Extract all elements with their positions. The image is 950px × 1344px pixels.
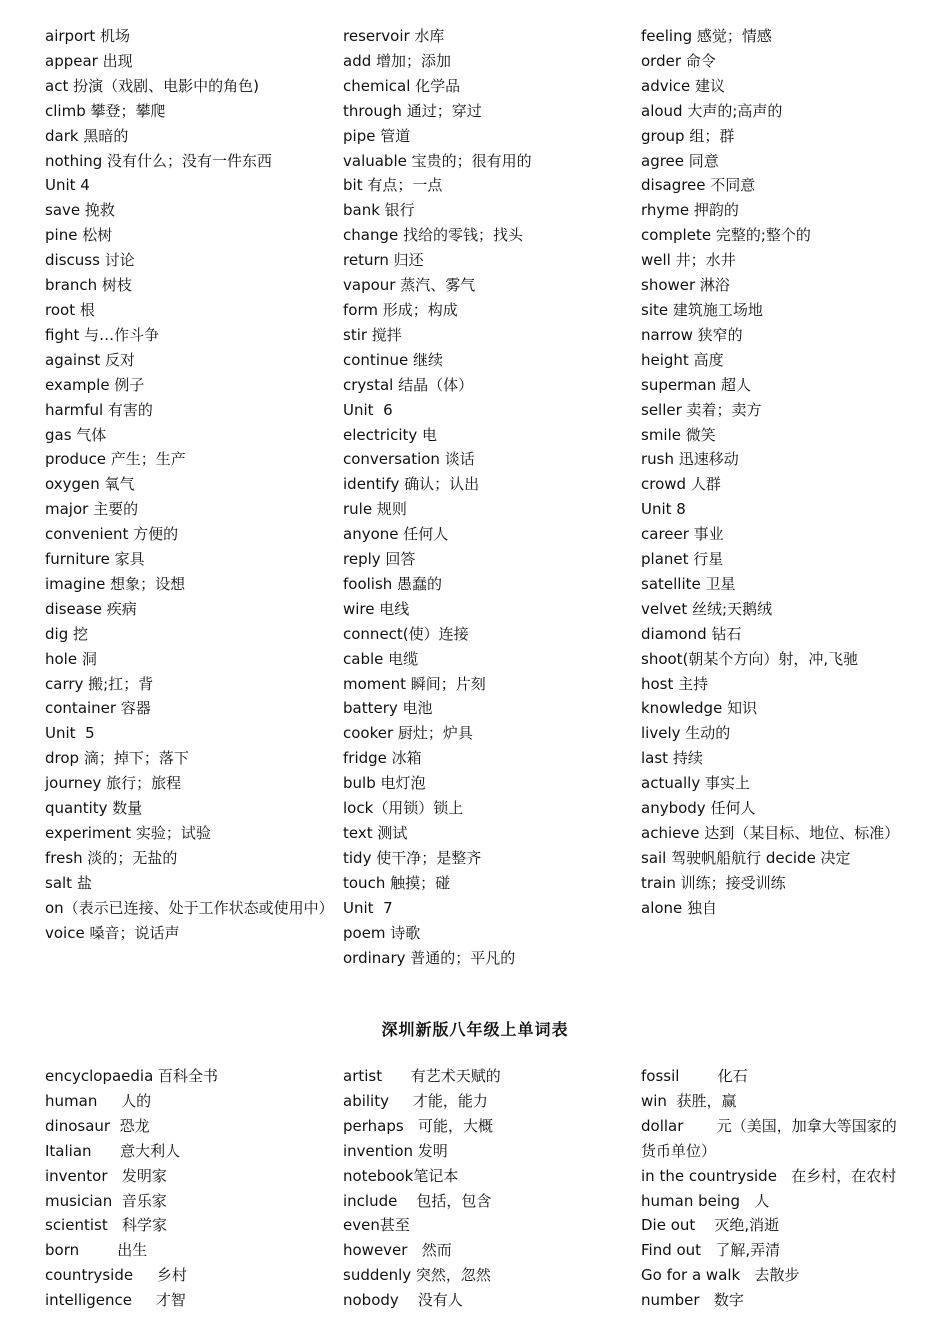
vocab-entry: convenient 方便的	[45, 525, 179, 544]
vocab-entry: anybody 任何人	[641, 799, 756, 818]
vocab-entry: scientist 科学家	[45, 1216, 168, 1235]
vocab-entry: hole 洞	[45, 649, 97, 668]
vocab-entry: narrow 狭窄的	[641, 325, 743, 344]
vocab-entry: add 增加；添加	[343, 51, 452, 70]
section-title: 深圳新版八年级上单词表	[381, 1020, 569, 1039]
vocab-entry: born 出生	[45, 1241, 148, 1260]
vocab-entry: climb 攀登；攀爬	[45, 101, 166, 120]
vocab-entry: furniture 家具	[45, 550, 145, 569]
vocab-entry: quantity 数量	[45, 799, 143, 818]
vocab-entry: change 找给的零钱；找头	[343, 226, 523, 245]
vocab-entry: achieve 达到（某目标、地位、标准）	[641, 824, 900, 842]
vocab-column-2	[343, 24, 641, 970]
vocab-entry: dollar 元（美国，加拿大等国家的货币单位）	[641, 1116, 897, 1160]
vocab-entry: knowledge 知识	[641, 699, 758, 718]
vocab-entry: lively 生动的	[641, 724, 731, 743]
vocab-entry: moment 瞬间；片刻	[343, 674, 486, 693]
vocab-entry: tidy 使干净；是整齐	[343, 848, 482, 867]
vocab-entry: ability 才能，能力	[343, 1091, 488, 1110]
vocab-entry: number 数字	[641, 1291, 744, 1310]
vocab-entry: example 例子	[45, 375, 145, 394]
vocab-entry: rhyme 押韵的	[641, 201, 739, 220]
vocab-entry: dark 黑暗的	[45, 126, 129, 145]
vocab-entry: agree 同意	[641, 151, 719, 170]
vocab-entry: conversation 谈话	[343, 450, 475, 469]
vocab-entry: text 测试	[343, 824, 408, 842]
vocab-entry: Unit 4	[45, 176, 90, 195]
vocab-entry: Unit 6	[343, 400, 393, 419]
vocab-entry: Unit 7	[343, 898, 393, 917]
vocab-entry: last 持续	[641, 749, 703, 768]
vocab-list-bottom	[45, 1064, 915, 1313]
vocab-entry: return 归还	[343, 251, 424, 270]
vocab-entry: connect(使）连接	[343, 624, 469, 643]
vocab-entry: oxygen 氧气	[45, 475, 135, 494]
vocab-entry: well 井；水井	[641, 251, 736, 270]
vocab-entry: Unit 8	[641, 500, 686, 519]
vocab-entry: pine 松树	[45, 226, 113, 245]
vocab-entry: major 主要的	[45, 500, 139, 519]
vocab-entry: anyone 任何人	[343, 525, 449, 544]
vocab-entry: stir 搅拌	[343, 325, 402, 344]
vocab-entry: human being 人	[641, 1191, 770, 1210]
vocab-entry: harmful 有害的	[45, 400, 153, 419]
vocab-entry: height 高度	[641, 350, 724, 369]
vocab-entry: discuss 讨论	[45, 251, 135, 270]
vocab-entry: identify 确认；认出	[343, 475, 480, 494]
vocab-entry: group 组；群	[641, 126, 735, 145]
vocab-entry: advice 建议	[641, 76, 726, 95]
vocab-entry: on（表示已连接、处于工作状态或使用中）	[45, 898, 334, 917]
vocab-entry: appear 出现	[45, 51, 133, 70]
vocab-entry: crystal 结晶（体）	[343, 375, 474, 394]
vocab-entry: aloud 大声的;高声的	[641, 101, 783, 120]
vocab-entry: through 通过；穿过	[343, 101, 482, 120]
vocab-entry: diamond 钻石	[641, 624, 742, 643]
vocab-entry: bit 有点；一点	[343, 176, 443, 195]
vocab-entry: suddenly 突然，忽然	[343, 1266, 491, 1285]
vocab-entry: rule 规则	[343, 500, 407, 519]
vocab-entry: fossil 化石	[641, 1067, 748, 1085]
vocab-entry: fresh 淡的；无盐的	[45, 848, 178, 867]
vocab-list-top	[45, 24, 915, 970]
vocab-entry: Go for a walk 去散步	[641, 1266, 800, 1285]
vocab-entry: nobody 没有人	[343, 1291, 463, 1310]
vocab-entry: fight 与…作斗争	[45, 325, 160, 344]
vocab-entry: nothing 没有什么；没有一件东西	[45, 151, 273, 170]
vocab-entry: musician 音乐家	[45, 1191, 167, 1210]
vocab-entry: Find out 了解,弄清	[641, 1241, 781, 1260]
vocab-entry: continue 继续	[343, 350, 443, 369]
vocab-entry: complete 完整的;整个的	[641, 226, 811, 245]
vocab-entry: touch 触摸；碰	[343, 873, 451, 892]
vocab-entry: journey 旅行；旅程	[45, 774, 182, 793]
vocab-entry: host 主持	[641, 674, 709, 693]
vocab-entry: dinosaur 恐龙	[45, 1116, 150, 1135]
vocab-entry: alone 独自	[641, 898, 718, 917]
vocab-entry: fridge 冰箱	[343, 749, 422, 768]
vocab-entry: planet 行星	[641, 550, 724, 569]
vocab-entry: Italian 意大利人	[45, 1141, 181, 1160]
vocab-entry: foolish 愚蠢的	[343, 574, 443, 593]
vocab-entry: career 事业	[641, 525, 724, 544]
vocab-entry: artist 有艺术天赋的	[343, 1067, 501, 1085]
vocab-column-1	[45, 24, 343, 970]
vocab-entry: shower 淋浴	[641, 276, 730, 295]
vocab-entry: reply 回答	[343, 550, 416, 569]
vocab-entry: in the countryside 在乡村，在农村	[641, 1166, 897, 1185]
vocab-entry: however 然而	[343, 1241, 452, 1260]
vocab-entry: shoot(朝某个方向）射，冲,飞驰	[641, 649, 859, 668]
vocab-entry: salt 盐	[45, 873, 92, 892]
vocab-entry: superman 超人	[641, 375, 752, 394]
vocab-column-2	[343, 1064, 641, 1313]
vocab-entry: cable 电缆	[343, 649, 419, 668]
vocab-entry: save 挽救	[45, 201, 115, 220]
vocab-entry: voice 嗓音；说话声	[45, 923, 180, 942]
vocab-entry: root 根	[45, 300, 95, 319]
vocab-entry: even甚至	[343, 1216, 410, 1235]
vocab-entry: intelligence 才智	[45, 1291, 186, 1310]
vocab-entry: reservoir 水库	[343, 27, 445, 45]
vocab-entry: crowd 人群	[641, 475, 721, 494]
vocab-entry: disagree 不同意	[641, 176, 756, 195]
vocab-entry: chemical 化学品	[343, 76, 461, 95]
vocab-entry: velvet 丝绒;天鹅绒	[641, 599, 773, 618]
vocab-entry: feeling 感觉；情感	[641, 27, 772, 45]
vocab-entry: imagine 想象；设想	[45, 574, 186, 593]
vocab-entry: branch 树枝	[45, 276, 132, 295]
vocab-entry: dig 挖	[45, 624, 88, 643]
vocab-entry: bulb 电灯泡	[343, 774, 426, 793]
vocab-entry: perhaps 可能，大概	[343, 1116, 493, 1135]
vocab-entry: experiment 实验；试验	[45, 824, 211, 842]
vocab-entry: valuable 宝贵的；很有用的	[343, 151, 532, 170]
vocab-entry: disease 疾病	[45, 599, 137, 618]
vocab-entry: inventor 发明家	[45, 1166, 167, 1185]
vocab-entry: produce 产生；生产	[45, 450, 186, 469]
vocab-entry: countryside 乡村	[45, 1266, 187, 1285]
vocab-entry: gas 气体	[45, 425, 107, 444]
vocab-entry: train 训练；接受训练	[641, 873, 786, 892]
vocab-entry: against 反对	[45, 350, 136, 369]
vocab-entry: poem 诗歌	[343, 923, 421, 942]
vocab-entry: container 容器	[45, 699, 151, 718]
vocab-entry: drop 滴；掉下；落下	[45, 749, 189, 768]
vocab-entry: satellite 卫星	[641, 574, 736, 593]
vocab-entry: invention 发明	[343, 1141, 448, 1160]
vocab-entry: vapour 蒸汽、雾气	[343, 276, 476, 295]
vocab-column-1	[45, 1064, 343, 1313]
vocab-entry: Unit 5	[45, 724, 95, 743]
vocab-entry: act 扮演（戏剧、电影中的角色)	[45, 76, 259, 95]
vocab-entry: site 建筑施工场地	[641, 300, 763, 319]
vocab-entry: actually 事实上	[641, 774, 750, 793]
vocab-entry: sail 驾驶帆船航行 decide 决定	[641, 848, 851, 867]
vocab-entry: wire 电线	[343, 599, 410, 618]
vocab-entry: include 包括，包含	[343, 1191, 492, 1210]
vocab-entry: rush 迅速移动	[641, 450, 739, 469]
vocab-entry: encyclopaedia 百科全书	[45, 1067, 219, 1085]
vocab-entry: airport 机场	[45, 27, 131, 45]
vocab-entry: bank 银行	[343, 201, 415, 220]
vocab-entry: carry 搬;扛；背	[45, 674, 154, 693]
vocab-entry: cooker 厨灶；炉具	[343, 724, 473, 743]
vocab-entry: win 获胜，赢	[641, 1091, 737, 1110]
vocab-entry: human 人的	[45, 1091, 152, 1110]
vocab-entry: pipe 管道	[343, 126, 411, 145]
vocab-entry: battery 电池	[343, 699, 433, 718]
vocab-entry: electricity 电	[343, 425, 438, 444]
vocab-column-3	[641, 1064, 911, 1313]
vocab-entry: order 命令	[641, 51, 716, 70]
vocab-entry: lock（用锁）锁上	[343, 799, 464, 818]
vocab-entry: form 形成；构成	[343, 300, 458, 319]
vocab-entry: Die out 灭绝,消逝	[641, 1216, 780, 1235]
vocab-entry: notebook笔记本	[343, 1166, 459, 1185]
vocab-entry: smile 微笑	[641, 425, 716, 444]
vocab-entry: ordinary 普通的；平凡的	[343, 948, 516, 967]
vocab-entry: seller 卖着；卖方	[641, 400, 762, 419]
vocab-column-3	[641, 24, 911, 970]
